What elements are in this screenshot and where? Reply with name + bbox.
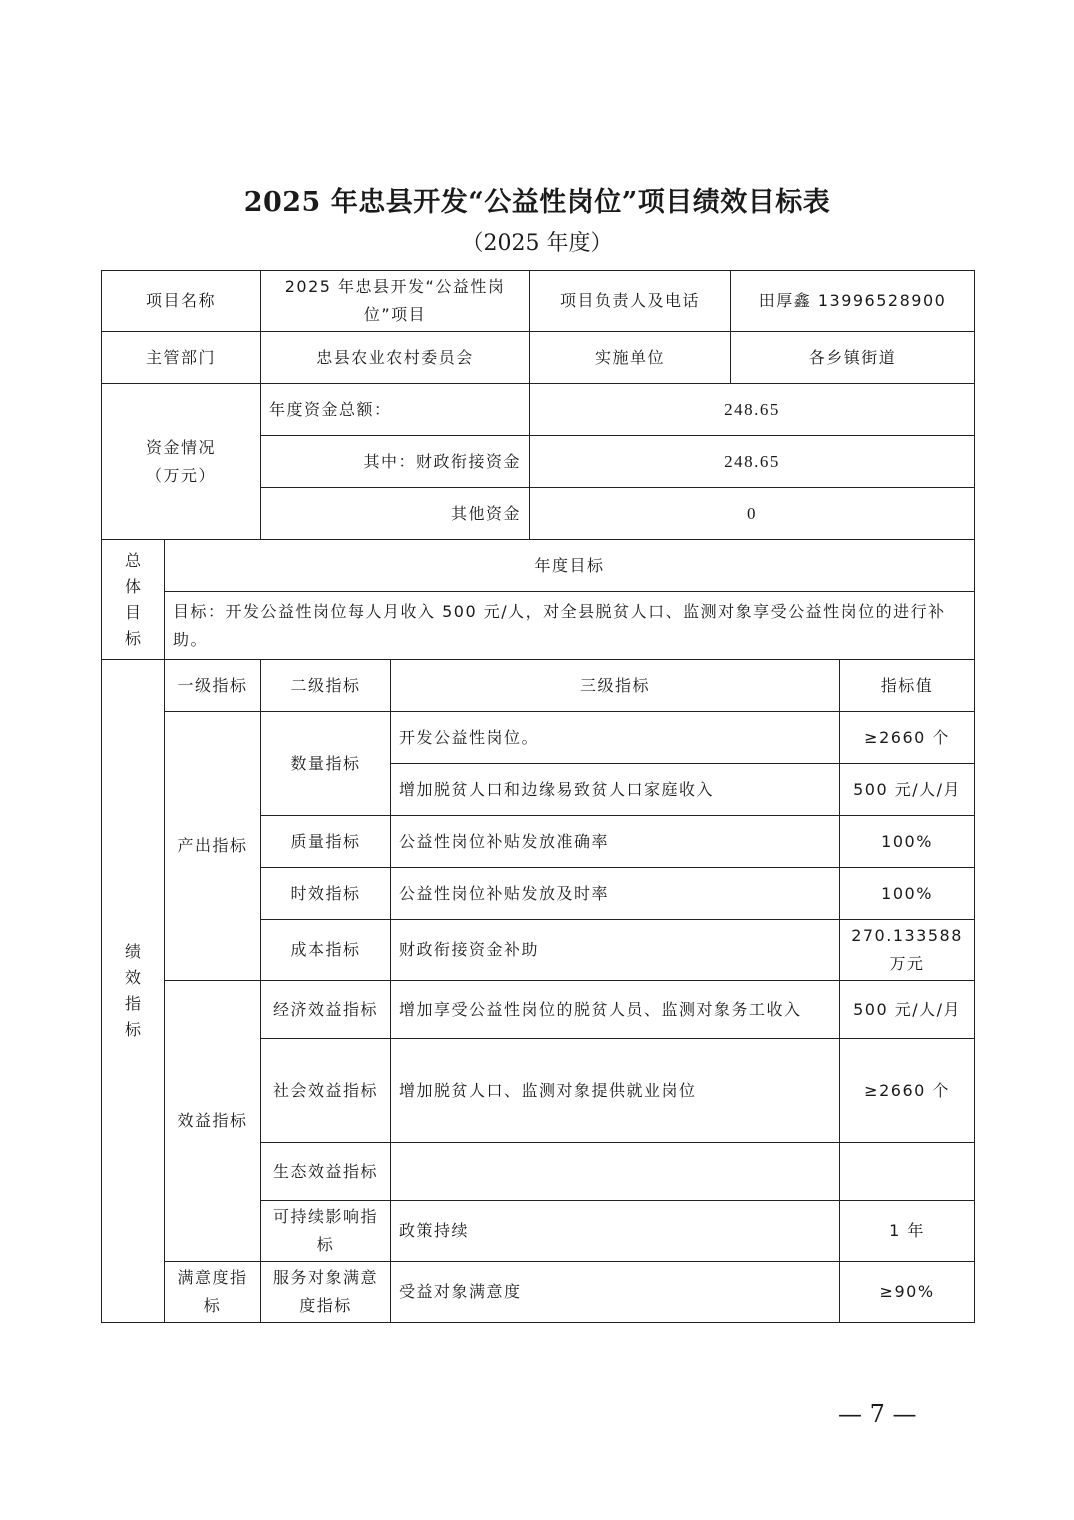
funds-other-value: 0 xyxy=(530,488,975,540)
indicators-label-char: 绩 xyxy=(124,942,141,961)
ecological-value xyxy=(840,1143,975,1201)
page-number: — 7 — xyxy=(838,1400,917,1428)
economic-name: 增加享受公益性岗位的脱贫人员、监测对象务工收入 xyxy=(391,981,840,1039)
document-title: 2025 年忠县开发“公益性岗位”项目绩效目标表 xyxy=(243,187,831,218)
quality-name: 公益性岗位补贴发放准确率 xyxy=(391,816,840,868)
overall-label xyxy=(102,540,165,660)
quality-label: 质量指标 xyxy=(261,816,391,868)
annual-target-text: 目标：开发公益性岗位每人月收入 500 元/人，对全县脱贫人口、监测对象享受公益性岗位的进行补助。 xyxy=(165,592,975,660)
funds-total-value: 248.65 xyxy=(530,384,975,436)
funds-label-line1: 资金情况 xyxy=(146,437,217,457)
quantity-item-name: 开发公益性岗位。 xyxy=(391,712,840,764)
level1-header: 一级指标 xyxy=(165,660,261,712)
funds-other-label: 其他资金 xyxy=(261,488,530,540)
project-name-label: 项目名称 xyxy=(102,271,261,332)
department-row xyxy=(102,332,975,384)
level2-header: 二级指标 xyxy=(261,660,391,712)
project-name-row xyxy=(102,271,975,332)
timeliness-label: 时效指标 xyxy=(261,868,391,920)
service-value: ≥90% xyxy=(840,1262,975,1323)
level3-header: 三级指标 xyxy=(391,660,840,712)
cost-name: 财政衔接资金补助 xyxy=(391,920,840,981)
annual-target-header: 年度目标 xyxy=(165,540,975,592)
satisfaction-level1: 满意度指标 xyxy=(165,1262,261,1323)
ecological-name xyxy=(391,1143,840,1201)
indicators-label-char: 标 xyxy=(124,1020,141,1039)
social-name: 增加脱贫人口、监测对象提供就业岗位 xyxy=(391,1039,840,1143)
performance-table xyxy=(101,270,975,1323)
funds-label xyxy=(102,384,261,540)
indicators-label-char: 效 xyxy=(124,968,141,987)
overall-label-char: 标 xyxy=(124,628,141,648)
sustainable-label: 可持续影响指标 xyxy=(261,1201,391,1262)
overall-header-row xyxy=(102,540,975,592)
cost-value: 270.133588 万元 xyxy=(840,920,975,981)
quantity-item-name: 增加脱贫人口和边缘易致贫人口家庭收入 xyxy=(391,764,840,816)
funds-total-label: 年度资金总额： xyxy=(261,384,530,436)
overall-label-char: 体 xyxy=(124,576,141,596)
table-row xyxy=(102,1262,975,1323)
economic-value: 500 元/人/月 xyxy=(840,981,975,1039)
dept-label: 主管部门 xyxy=(102,332,261,384)
timeliness-value: 100% xyxy=(840,868,975,920)
output-level1: 产出指标 xyxy=(165,712,261,981)
funds-total-row xyxy=(102,384,975,436)
quantity-label: 数量指标 xyxy=(261,712,391,816)
overall-label-char: 总 xyxy=(124,550,141,570)
quantity-item-value: ≥2660 个 xyxy=(840,712,975,764)
quantity-item-value: 500 元/人/月 xyxy=(840,764,975,816)
sustainable-value: 1 年 xyxy=(840,1201,975,1262)
funds-label-line2: （万元） xyxy=(146,465,217,485)
quality-value: 100% xyxy=(840,816,975,868)
social-label: 社会效益指标 xyxy=(261,1039,391,1143)
dept-value: 忠县农业农村委员会 xyxy=(261,332,530,384)
impl-value: 各乡镇街道 xyxy=(731,332,975,384)
indicators-label-char: 指 xyxy=(124,994,141,1013)
economic-label: 经济效益指标 xyxy=(261,981,391,1039)
document-subtitle: （2025 年度） xyxy=(461,231,613,256)
indicator-header-row xyxy=(102,660,975,712)
impl-label: 实施单位 xyxy=(530,332,731,384)
overall-text-row xyxy=(102,592,975,660)
table-row xyxy=(102,712,975,764)
indicators-label xyxy=(102,660,165,1323)
leader-value: 田厚鑫 13996528900 xyxy=(731,271,975,332)
social-value: ≥2660 个 xyxy=(840,1039,975,1143)
overall-label-char: 目 xyxy=(124,602,141,622)
table-row xyxy=(102,981,975,1039)
funds-fiscal-label: 其中：财政衔接资金 xyxy=(261,436,530,488)
leader-label: 项目负责人及电话 xyxy=(530,271,731,332)
service-label: 服务对象满意度指标 xyxy=(261,1262,391,1323)
sustainable-name: 政策持续 xyxy=(391,1201,840,1262)
service-name: 受益对象满意度 xyxy=(391,1262,840,1323)
benefit-level1: 效益指标 xyxy=(165,981,261,1262)
funds-fiscal-value: 248.65 xyxy=(530,436,975,488)
cost-label: 成本指标 xyxy=(261,920,391,981)
value-header: 指标值 xyxy=(840,660,975,712)
project-name-value: 2025 年忠县开发“公益性岗位”项目 xyxy=(261,271,530,332)
timeliness-name: 公益性岗位补贴发放及时率 xyxy=(391,868,840,920)
ecological-label: 生态效益指标 xyxy=(261,1143,391,1201)
